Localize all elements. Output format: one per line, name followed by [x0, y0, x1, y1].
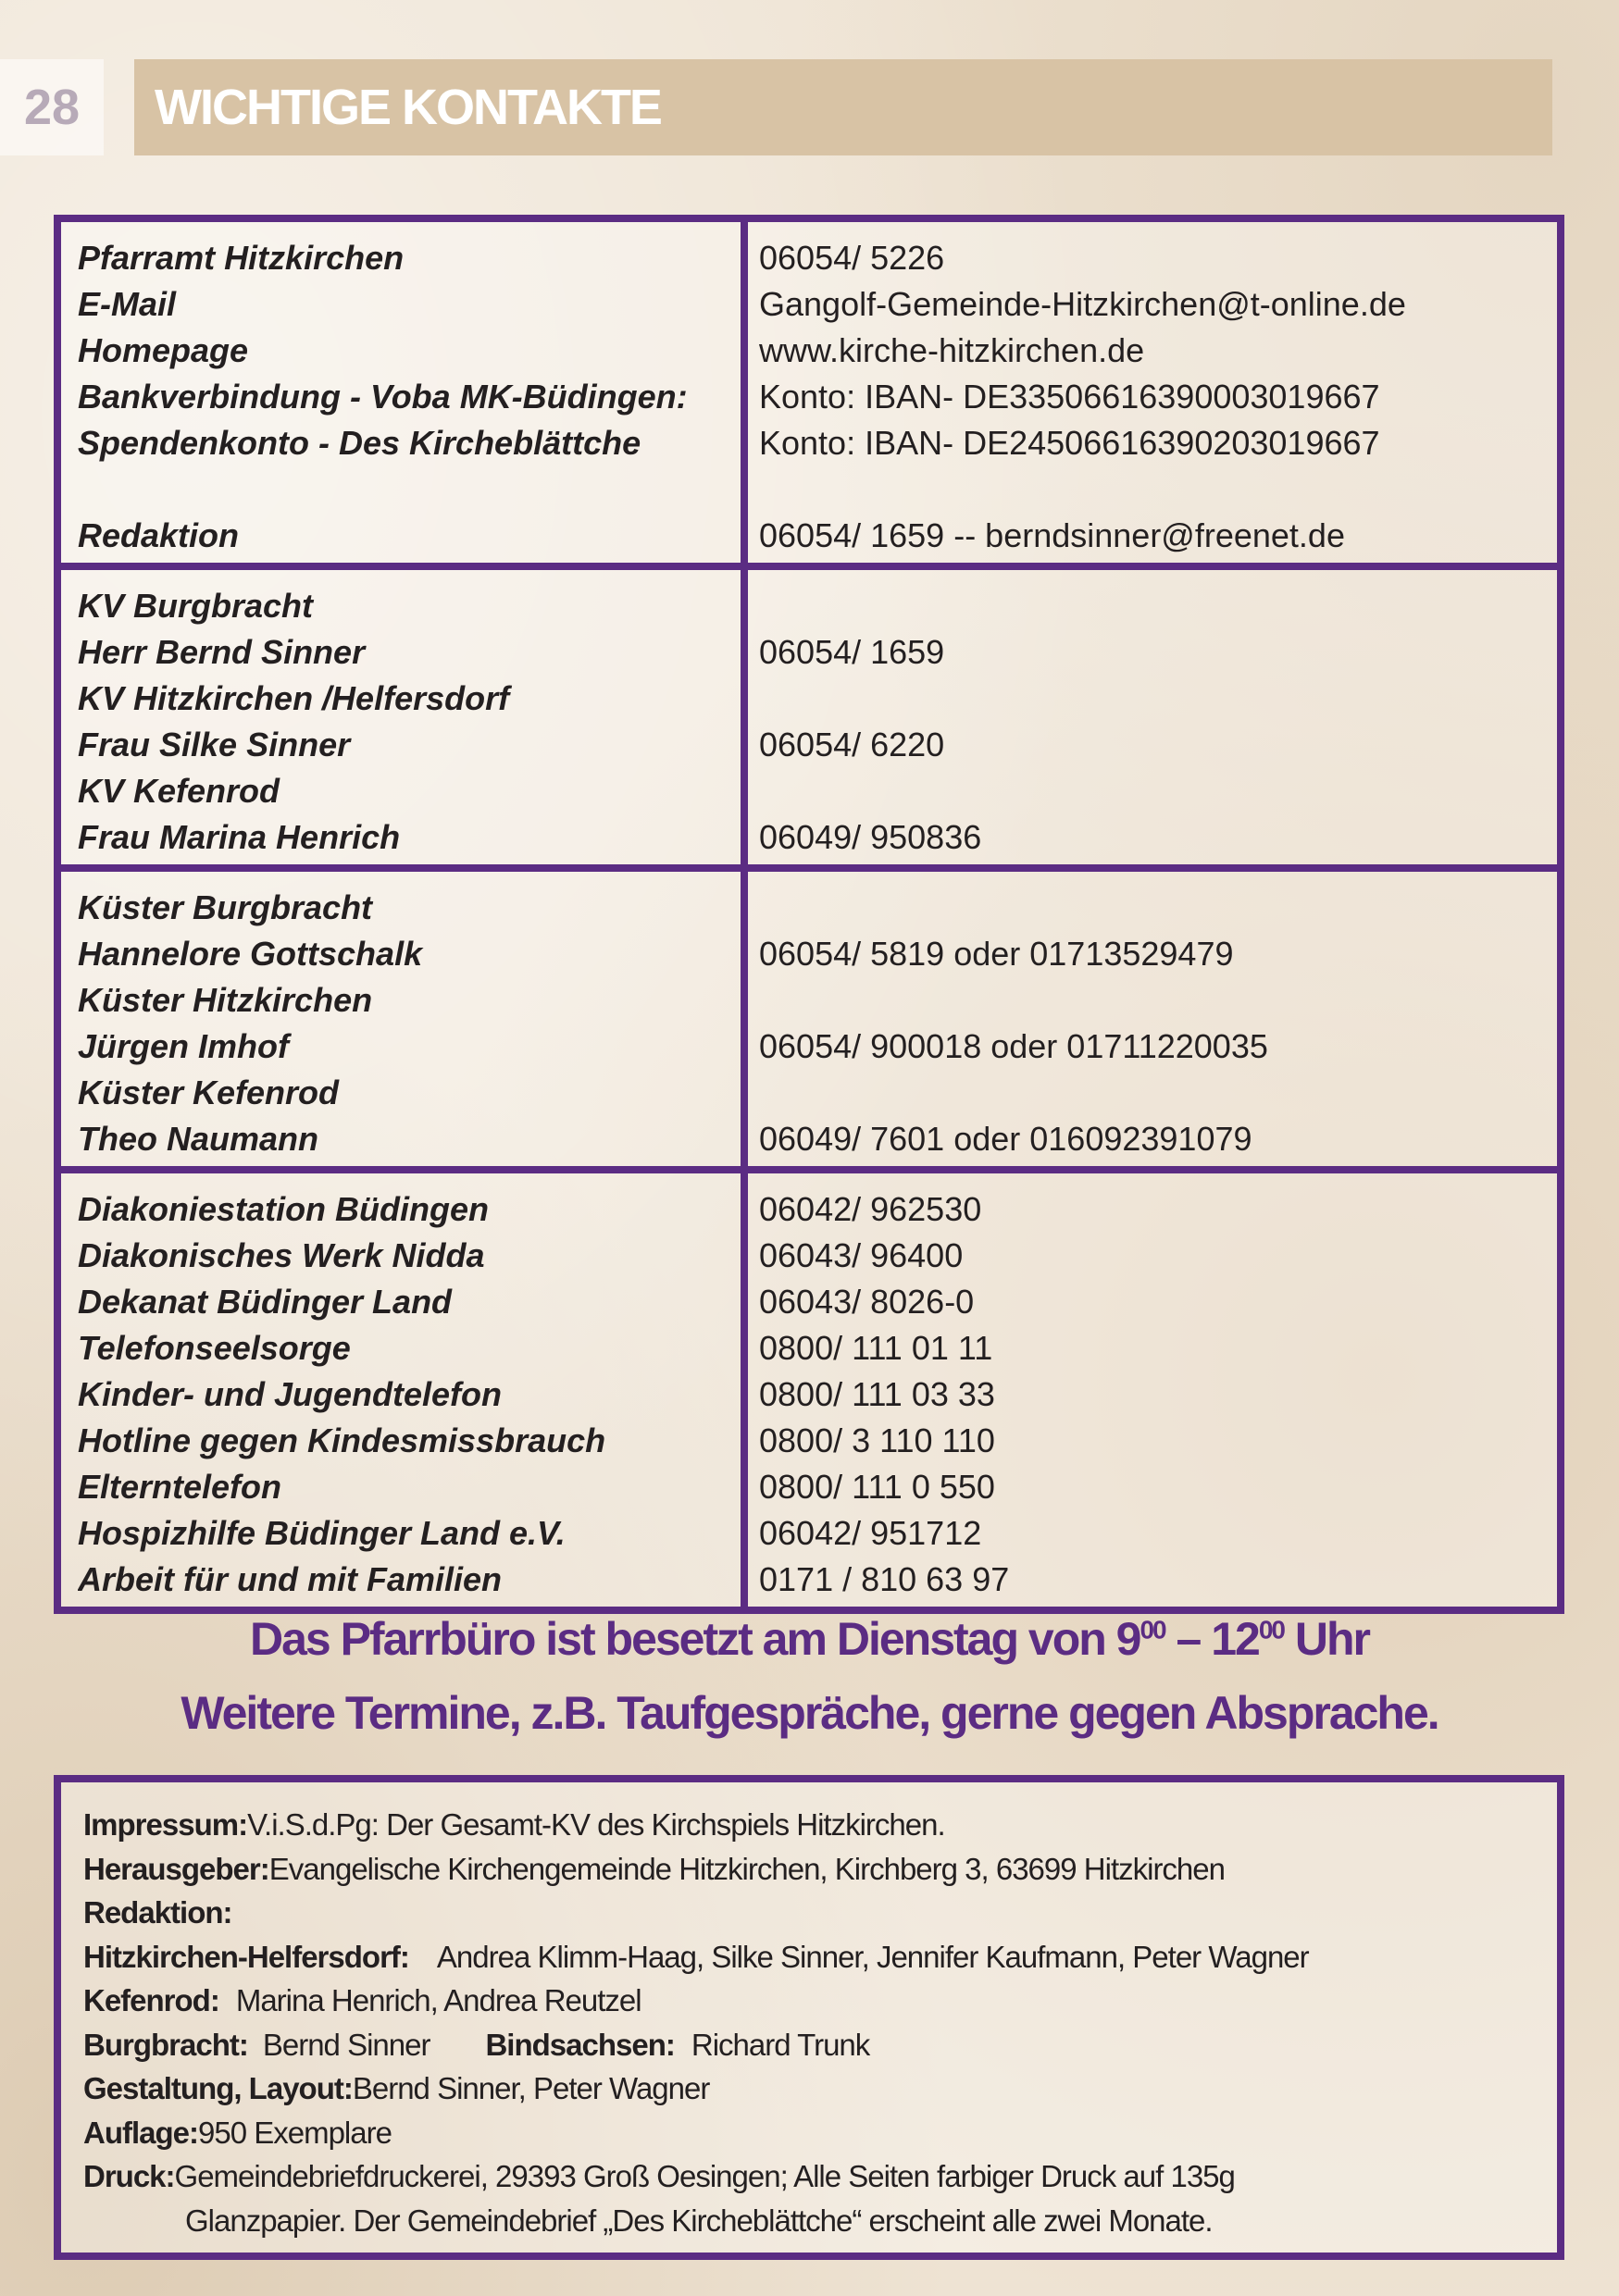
- contact-label: Spendenkonto - Des Kircheblättche: [78, 424, 641, 462]
- contact-value: 0800/ 111 01 11: [759, 1329, 993, 1367]
- impressum-text: V.i.S.d.Pg: Der Gesamt-KV des Kirchspiels Hitzkirchen.: [247, 1807, 945, 1842]
- contact-labels: [61, 1173, 748, 1607]
- contact-value: 06054/ 1659 -- berndsinner@freenet.de: [759, 516, 1345, 554]
- contact-label: Hospizhilfe Büdinger Land e.V.: [78, 1514, 566, 1552]
- contact-label: Redaktion: [78, 516, 240, 554]
- impressum-label: Impressum:: [83, 1807, 248, 1842]
- contact-label: Dekanat Büdinger Land: [78, 1283, 453, 1321]
- contact-value: 06054/ 5226: [759, 239, 945, 277]
- auflage-label: Auflage:: [83, 2115, 198, 2150]
- contact-labels: [61, 222, 748, 563]
- burgbracht-label: Burgbracht:: [83, 2027, 248, 2062]
- office-hours-start-sup: 00: [1140, 1615, 1165, 1644]
- contact-value: 06043/ 8026-0: [759, 1283, 975, 1321]
- contact-label: Pfarramt Hitzkirchen: [78, 239, 405, 277]
- contact-label: Küster Kefenrod: [78, 1074, 340, 1111]
- contact-value: Konto: IBAN- DE24506616390203019667: [759, 424, 1380, 462]
- contact-label: Theo Naumann: [78, 1120, 319, 1158]
- contact-value: 06049/ 7601 oder 016092391079: [759, 1120, 1252, 1158]
- contact-label: Frau Silke Sinner: [78, 726, 351, 763]
- contact-value: 06049/ 950836: [759, 818, 982, 856]
- auflage-text: 950 Exemplare: [198, 2115, 392, 2150]
- contacts-section-kv: [61, 570, 1557, 872]
- contacts-section-kuester: [61, 872, 1557, 1173]
- contact-label: E-Mail: [78, 285, 177, 323]
- bindsachsen-label: Bindsachsen:: [485, 2027, 675, 2062]
- contact-value: 0800/ 111 0 550: [759, 1468, 995, 1506]
- contact-label: Hotline gegen Kindesmissbrauch: [78, 1421, 606, 1459]
- contact-values: [748, 1173, 1557, 1607]
- druck-text-continued: Glanzpapier. Der Gemeindebrief „Des Kircheblättche“ erscheint alle zwei Monate.: [185, 2203, 1213, 2238]
- contact-value: [759, 977, 1557, 1024]
- druck-line-continued: [83, 2199, 1557, 2243]
- contact-labels: [61, 872, 748, 1166]
- page-title: WICHTIGE KONTAKTE: [155, 80, 661, 135]
- contact-label: Arbeit für und mit Familien: [78, 1560, 503, 1598]
- contact-value: [759, 466, 1557, 513]
- contacts-table: [54, 215, 1564, 1614]
- auflage-line: [83, 2111, 1557, 2155]
- contact-label: Elterntelefon: [78, 1468, 282, 1506]
- kefenrod-label: Kefenrod:: [83, 1983, 219, 2017]
- contact-label: Kinder- und Jugendtelefon: [78, 1375, 502, 1413]
- contact-labels: [61, 570, 748, 864]
- contact-label: [78, 466, 741, 513]
- contact-values: [748, 872, 1557, 1166]
- contact-value: 06054/ 5819 oder 01713529479: [759, 935, 1234, 973]
- gestaltung-label: Gestaltung, Layout:: [83, 2071, 353, 2105]
- contact-value: 06042/ 951712: [759, 1514, 982, 1552]
- redaktion-label: Redaktion:: [83, 1895, 232, 1930]
- contacts-section-services: [61, 1173, 1557, 1607]
- impressum-line: [83, 1803, 1557, 1847]
- contact-value: [759, 768, 1557, 814]
- contact-label: KV Burgbracht: [78, 587, 314, 625]
- contact-label: KV Kefenrod: [78, 772, 280, 810]
- kefenrod-text: Marina Henrich, Andrea Reutzel: [235, 1983, 641, 2017]
- contact-value: [759, 676, 1557, 722]
- appointments-note: Weitere Termine, z.B. Taufgespräche, gerne gegen Absprache.: [181, 1687, 1438, 1739]
- contact-value: 06054/ 1659: [759, 633, 945, 671]
- gestaltung-line: [83, 2066, 1557, 2111]
- contact-value: Konto: IBAN- DE33506616390003019667: [759, 378, 1380, 416]
- contact-label: Küster Hitzkirchen: [78, 981, 373, 1019]
- hitzkirchen-line: [83, 1935, 1557, 1980]
- contact-label: Frau Marina Henrich: [78, 818, 401, 856]
- contact-label: Homepage: [78, 331, 249, 369]
- contact-label: Diakonisches Werk Nidda: [78, 1236, 485, 1274]
- kefenrod-line: [83, 1979, 1557, 2023]
- contact-value: [759, 885, 1557, 931]
- contact-label: Diakoniestation Büdingen: [78, 1190, 490, 1228]
- contact-label: Jürgen Imhof: [78, 1027, 290, 1065]
- office-hours-end-sup: 00: [1258, 1615, 1285, 1644]
- impressum-box: [54, 1775, 1564, 2260]
- contact-values: [748, 570, 1557, 864]
- office-hours-text: Das Pfarrbüro ist besetzt am Dienstag von 9: [249, 1613, 1140, 1665]
- druck-line: [83, 2154, 1557, 2199]
- homepage-link[interactable]: www.kirche-hitzkirchen.de: [759, 331, 1145, 369]
- title-bar: [134, 59, 1552, 155]
- office-hours-separator: – 12: [1164, 1613, 1259, 1665]
- bindsachsen-text: Richard Trunk: [691, 2027, 870, 2062]
- contact-label: Küster Burgbracht: [78, 888, 373, 926]
- contact-label: Telefonseelsorge: [78, 1329, 351, 1367]
- contact-value: 06054/ 6220: [759, 726, 945, 763]
- contact-value: 06054/ 900018 oder 01711220035: [759, 1027, 1268, 1065]
- hitzkirchen-text: Andrea Klimm-Haag, Silke Sinner, Jennifer Kaufmann, Peter Wagner: [436, 1939, 1309, 1974]
- burgbracht-text: Bernd Sinner: [262, 2027, 430, 2062]
- page-number: 28: [0, 59, 104, 155]
- office-hours-line: [0, 1612, 1619, 1666]
- druck-label: Druck:: [83, 2159, 175, 2193]
- herausgeber-label: Herausgeber:: [83, 1851, 269, 1886]
- contact-value: 0800/ 3 110 110: [759, 1421, 995, 1459]
- office-hours-suffix: Uhr: [1284, 1613, 1370, 1665]
- contact-label: Hannelore Gottschalk: [78, 935, 423, 973]
- hitzkirchen-label: Hitzkirchen-Helfersdorf:: [83, 1939, 409, 1974]
- redaktion-line: [83, 1891, 1557, 1935]
- contact-value: 06043/ 96400: [759, 1236, 964, 1274]
- email-link[interactable]: Gangolf-Gemeinde-Hitzkirchen@t-online.de: [759, 285, 1406, 323]
- contact-label: Bankverbindung - Voba MK-Büdingen:: [78, 378, 688, 416]
- herausgeber-text: Evangelische Kirchengemeinde Hitzkirchen, Kirchberg 3, 63699 Hitzkirchen: [268, 1851, 1225, 1886]
- contact-value: 0800/ 111 03 33: [759, 1375, 995, 1413]
- contact-label: Herr Bernd Sinner: [78, 633, 366, 671]
- druck-text: Gemeindebriefdruckerei, 29393 Groß Oesingen; Alle Seiten farbiger Druck auf 135g: [174, 2159, 1235, 2193]
- contact-values: [748, 222, 1557, 563]
- burgbracht-line: [83, 2023, 1557, 2067]
- contact-value: [759, 1070, 1557, 1116]
- contact-value: 0171 / 810 63 97: [759, 1560, 1010, 1598]
- contacts-section-parish: [61, 222, 1557, 570]
- contact-label: KV Hitzkirchen /Helfersdorf: [78, 679, 510, 717]
- herausgeber-line: [83, 1847, 1557, 1892]
- contact-value: 06042/ 962530: [759, 1190, 982, 1228]
- contact-value: [759, 583, 1557, 629]
- gestaltung-text: Bernd Sinner, Peter Wagner: [352, 2071, 710, 2105]
